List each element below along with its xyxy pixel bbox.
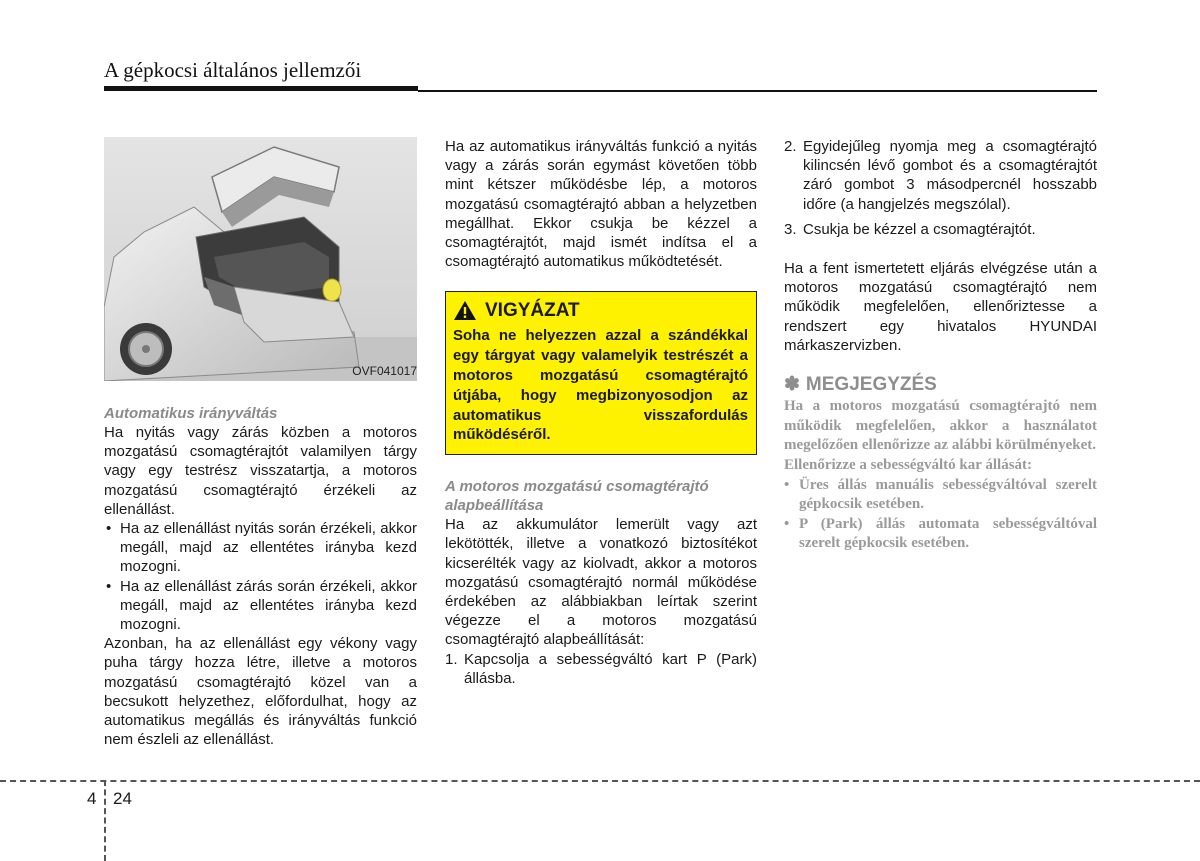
- warning-title: VIGYÁZAT: [485, 300, 580, 322]
- note-text: Ha a motoros mozgatású csomagtérajtó nem működik megfelelően, akkor a használatot megelőzően ellenőrizze az alábbi körülményeket.: [784, 398, 1097, 454]
- subheading-auto-reverse: Automatikus irányváltás: [104, 405, 278, 422]
- list-item: • Ha az ellenállást nyitás során érzékeli, akkor megáll, majd az ellentétes irányba kezd mozogni.: [104, 519, 417, 577]
- figure-caption: OVF041017: [352, 364, 417, 378]
- column-middle: [445, 137, 757, 688]
- footer-rule: [0, 780, 1200, 782]
- warning-box: [445, 291, 757, 455]
- column-left: [104, 404, 417, 749]
- list-item: • P (Park) állás automata sebességváltóval szerelt gépkocsik esetében.: [784, 515, 1097, 554]
- list-item: • Üres állás manuális sebességváltóval szerelt gépkocsik esetében.: [784, 476, 1097, 515]
- column-right: [784, 137, 1097, 554]
- step-number: 3.: [784, 220, 797, 238]
- step-item: [784, 220, 1097, 239]
- step-item: [445, 650, 757, 688]
- chapter-number: 4: [87, 789, 97, 808]
- note-header: [784, 375, 1097, 394]
- subheading-reset: A motoros mozgatású csomagtérajtó alapbeállítása: [445, 478, 709, 515]
- note-star-icon: ✽: [784, 374, 800, 396]
- paragraph-outro: Azonban, ha az ellenállást egy vékony vagy puha tárgy hozza létre, illetve a motoros mozgatású csomagtérajtó közel van a becsukott helyzethez, előfordulhat, hogy az automatikus megállás és irányváltás funkció nem észleli az ellenállást.: [104, 635, 417, 749]
- footer-divider: [104, 780, 106, 861]
- warning-text: Soha ne helyezzen azzal a szándékkal egy tárgyat vagy valamelyik testrészét a motoros mozgatású csomagtérajtó útjába, hogy megbizonyosodjon az automatikus visszafordulás működéséről.: [453, 327, 748, 444]
- step-number: 2.: [784, 138, 797, 155]
- list-item: • Ha az ellenállást zárás során érzékeli, akkor megáll, majd az ellentétes irányba kezd mozogni.: [104, 577, 417, 635]
- paragraph-after: Ha a fent ismertetett eljárás elvégzése után a motoros mozgatású csomagtérajtó nem működik megfelelően, ellenőriztesse a rendszert egy hivatalos HYUNDAI márkaszervizben.: [784, 260, 1097, 354]
- note-title: MEGJEGYZÉS: [805, 374, 937, 396]
- car-tailgate-illustration: [104, 137, 417, 381]
- step-number: 1.: [445, 650, 458, 668]
- step-text: Egyidejűleg nyomja meg a csomagtérajtó kilincsén lévő gombot és a csomagtérajtót záró gombot 3 másodpercnél hosszabb időre (a hangjelzés megszólal).: [803, 138, 1097, 213]
- warning-triangle-icon: [453, 300, 477, 321]
- warning-header: [453, 300, 748, 321]
- paragraph-intro: Ha az automatikus irányváltás funkció a nyitás vagy a zárás során egymást követően több mint kétszer működésbe lép, a motoros mozgatású csomagtérajtó abban a helyzetben megállhat. Ekkor csukja be kézzel a csomagtérajtót, majd ismét indítsa el a csomagtérajtó automatikus működtetését.: [445, 138, 757, 271]
- note-check: Ellenőrizze a sebességváltó kar állását:: [784, 457, 1033, 474]
- paragraph-body: Ha az akkumulátor lemerült vagy azt lekötötték, illetve a vonatkozó biztosítékot kicserélték vagy az kiolvadt, akkor a motoros mozgatású csomagtérajtó normál működése érdekében az alábbiakban leírtak szerint végezze el a motoros mozgatású csomagtérajtó alapbeállítását:: [445, 516, 757, 649]
- header-rule-thin: [418, 90, 1097, 92]
- step-text: Kapcsolja a sebességváltó kart P (Park) állásba.: [464, 650, 757, 687]
- paragraph-intro: Ha nyitás vagy zárás közben a motoros mozgatású csomagtérajtót valamilyen tárgy vagy egy testrész visszatartja, a motoros mozgatású csomagtérajtó érzékeli az ellenállást.: [104, 424, 417, 518]
- tailgate-photo: [104, 137, 417, 381]
- page-number: 24: [113, 789, 132, 808]
- step-text: Csukja be kézzel a csomagtérajtót.: [803, 220, 1036, 238]
- header-rule-thick: [104, 86, 418, 91]
- step-item: [784, 137, 1097, 214]
- page-header-title: A gépkocsi általános jellemzői: [104, 58, 362, 82]
